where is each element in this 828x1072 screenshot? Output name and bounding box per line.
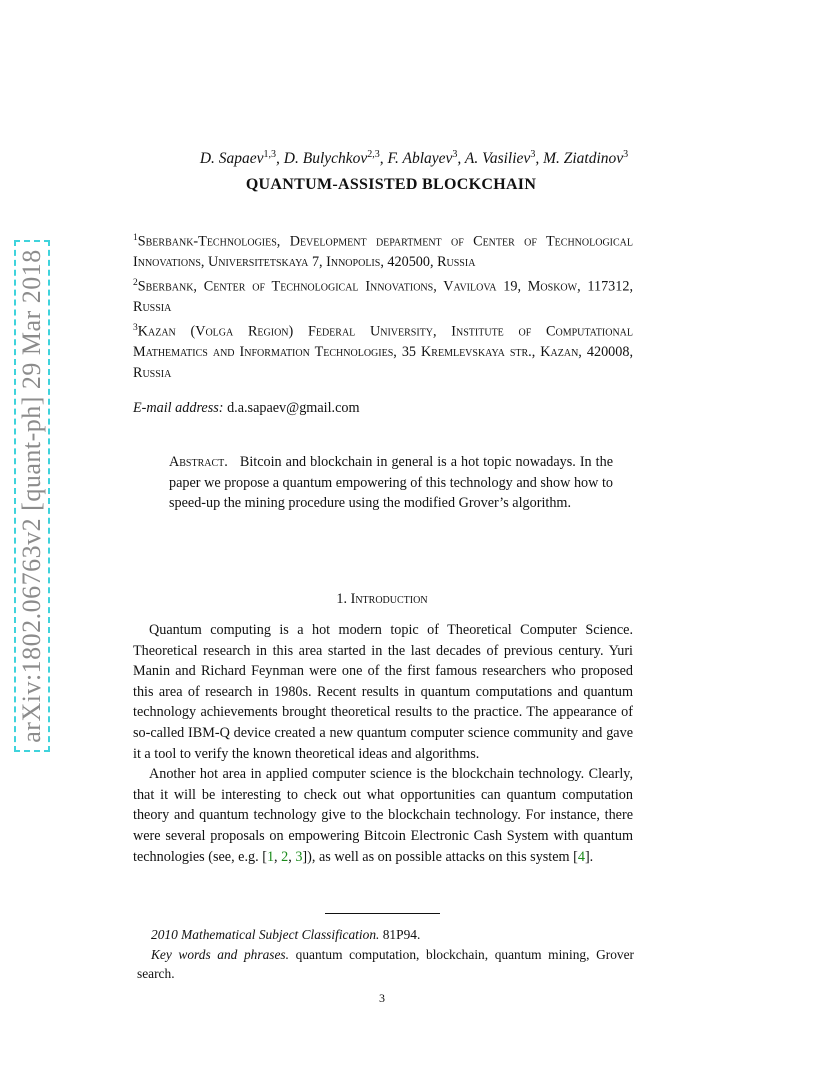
author-affiliation-mark: 3: [623, 149, 629, 160]
msc-footnote: [137, 925, 634, 945]
affiliation-item: [133, 273, 633, 318]
citation-link[interactable]: 4: [577, 848, 585, 865]
email-label: E-mail address:: [133, 400, 224, 416]
affiliation-number: 3: [133, 322, 138, 333]
msc-label: 2010 Mathematical Subject Classification.: [151, 927, 380, 942]
intro-text: Another hot area in applied computer science is the blockchain technology. Clearly, that it will be interesting to check out what opportunities can quantum computation theory and quantum technology give to the blockchain technology. For instance, there were several proposals on empowering Bitcoin Electronic Cash System with quantum technologies (see, e.g. [: [133, 766, 633, 865]
author: A. Vasiliev: [464, 150, 531, 168]
affiliation-number: 1: [133, 233, 138, 243]
email-line: [133, 398, 633, 419]
intro-text: ].: [584, 848, 594, 865]
intro-paragraph: Another hot area in applied computer science is the blockchain technology. Clearly, that it will be interesting to check out what opportunities can quantum computation theory and quantum technology give to the blockchain technology. For instance, there were several proposals on empowering Bitcoin Electronic Cash System with quantum technologies (see, e.g. [1, 2, 3]), as well as on possible attacks on this system [4].: [133, 766, 633, 865]
introduction-body: [133, 620, 633, 867]
author: F. Ablayev: [387, 150, 453, 168]
affiliation-number: 2: [133, 277, 138, 288]
affiliation-text: Kazan (Volga Region) Federal University, Institute of Computational Mathematics and Information Technologies, 35 Kremlevskaya str., Kazan, 420008, Russia: [133, 323, 633, 381]
author-affiliation-mark: 3: [452, 149, 458, 160]
keywords-value: quantum computation, blockchain, quantum mining, Grover search.: [137, 946, 634, 981]
abstract-text: Bitcoin and blockchain in general is a hot topic nowadays. In the paper we propose a quantum empowering of this technology and show how to speed-up the mining procedure using the modified Grover’s algorithm.: [169, 454, 613, 512]
abstract: [169, 452, 613, 514]
author-list: D. Sapaev$^{1,3}$, D. Bulychkov$^{2,3}$, F. Ablayev$^3$, A. Vasiliev$^3$, M. Ziatdinov$^3$: [199, 149, 629, 168]
arxiv-identifier[interactable]: arXiv:1802.06763v2 [quant-ph] 29 Mar 2018: [17, 249, 46, 743]
affiliation-text: Sberbank, Center of Technological Innovations, Vavilova 19, Moskow, 117312, Russia: [133, 278, 633, 316]
abstract-label: Abstract.: [169, 454, 228, 470]
footnote-rule: [325, 913, 440, 914]
arxiv-sidebar[interactable]: [14, 240, 58, 752]
page-number: 3: [379, 991, 385, 1005]
author-affiliation-mark: 1,3: [263, 149, 277, 160]
affiliation-item: [133, 228, 633, 273]
author: D. Bulychkov: [283, 150, 368, 168]
affiliation-text: Sberbank-Technologies, Development department of Center of Technological Innovations, Universitetskaya 7, Innopolis, 420500, Russia: [133, 233, 633, 271]
intro-text: ]), as well as on possible attacks on this system [: [302, 848, 578, 865]
keywords-label: Key words and phrases.: [151, 946, 289, 962]
citation-link[interactable]: 2: [281, 848, 289, 865]
paper-title-wrap: [0, 176, 764, 194]
email-address[interactable]: d.a.sapaev@gmail.com: [227, 400, 360, 416]
section-heading: [0, 591, 764, 608]
section-number: 1.: [336, 591, 348, 607]
author-affiliation-mark: 2,3: [367, 149, 380, 160]
citation-link[interactable]: 3: [295, 848, 303, 865]
author-affiliation-mark: 3: [530, 149, 536, 160]
affiliation-item: [133, 318, 633, 384]
author: M. Ziatdinov: [543, 150, 624, 168]
affiliations: [133, 228, 633, 383]
paper-title: QUANTUM-ASSISTED BLOCKCHAIN: [245, 176, 537, 193]
keywords-footnote: [137, 945, 634, 984]
footnotes: [137, 925, 634, 984]
author: D. Sapaev: [199, 150, 264, 168]
msc-value: 81P94.: [382, 927, 421, 942]
section-title: Introduction: [350, 591, 428, 607]
intro-paragraph: Quantum computing is a hot modern topic of Theoretical Computer Science. Theoretical research in this area started in the last decades of previous century. Yuri Manin and Richard Feynman were one of the first famous researchers who proposed this area of research in 1980s. Recent results in quantum computations and quantum technology achievements brought theoretical results to the practice. The appearance of so-called IBM-Q device created a new quantum computer science community and gave it a tool to verify the known theoretical ideas and algorithms.: [133, 622, 633, 762]
citation-link[interactable]: 1: [266, 848, 275, 865]
